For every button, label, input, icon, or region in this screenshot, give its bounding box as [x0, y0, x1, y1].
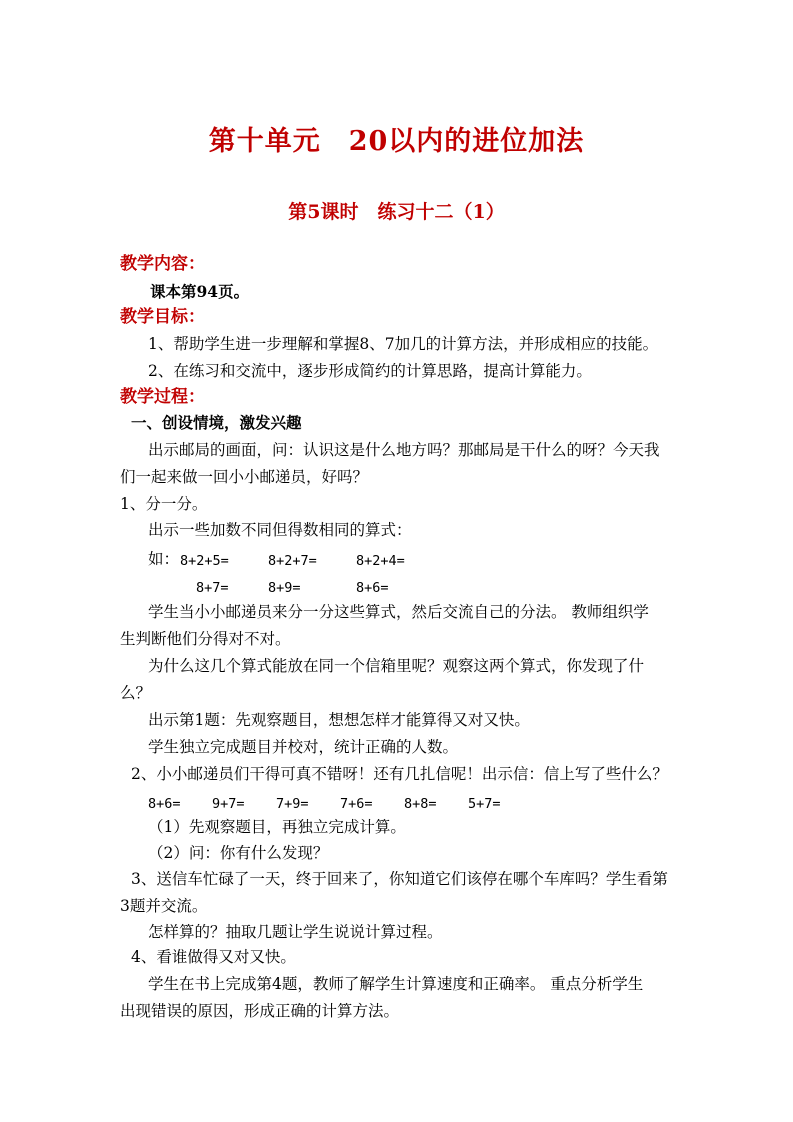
equation: 8+2+4=	[356, 553, 405, 569]
equation: 8+9=	[268, 580, 301, 596]
paragraph-line: 出示邮局的画面，问：认识这是什么地方吗？那邮局是干什么的呀？今天我	[148, 441, 660, 459]
list-item: 3、送信车忙碌了一天，终于回来了，你知道它们该停在哪个车库吗？学生看第	[131, 870, 668, 888]
equation: 8+8=	[404, 796, 437, 812]
paragraph-line: 学生在书上完成第4题，教师了解学生计算速度和正确率。 重点分析学生	[148, 975, 644, 993]
equation: 5+7=	[468, 796, 501, 812]
sub-item: （2）问：你有什么发现？	[148, 844, 329, 862]
equation: 8+2+7=	[268, 553, 317, 569]
sub-item: （1）先观察题目，再独立完成计算。	[148, 818, 406, 836]
content-text: 课本第94页。	[150, 282, 250, 301]
equation: 8+7=	[196, 580, 229, 596]
paragraph-line: 们一起来做一回小小邮递员，好吗？	[120, 468, 369, 486]
goals-heading: 教学目标：	[120, 307, 205, 327]
equation: 7+6=	[340, 796, 373, 812]
paragraph-line: 学生当小小邮递员来分一分这些算式，然后交流自己的分法。 教师组织学	[148, 603, 649, 621]
equation: 9+7=	[212, 796, 245, 812]
section1-heading: 一、创设情境，激发兴趣	[131, 413, 302, 432]
list-item: 2、小小邮递员们干得可真不错呀！还有几扎信呢！出示信：信上写了些什么？	[131, 765, 668, 783]
equation: 8+6=	[356, 580, 389, 596]
paragraph-line: 3题并交流。	[120, 897, 208, 915]
equation: 8+6=	[148, 796, 181, 812]
content-heading: 教学内容：	[120, 254, 205, 274]
paragraph-line: 出示第1题：先观察题目，想想怎样才能算得又对又快。	[148, 711, 530, 729]
process-heading: 教学过程：	[120, 387, 205, 407]
goal-item-1: 1、帮助学生进一步理解和掌握8、7加几的计算方法，并形成相应的技能。	[148, 335, 659, 353]
example-prefix: 如：	[148, 550, 180, 568]
goal-item-2: 2、在练习和交流中，逐步形成简约的计算思路，提高计算能力。	[148, 362, 592, 380]
equation: 7+9=	[276, 796, 309, 812]
paragraph-line: 出现错误的原因，形成正确的计算方法。	[120, 1002, 400, 1020]
paragraph-line: 学生独立完成题目并校对，统计正确的人数。	[148, 738, 459, 756]
paragraph-line: 为什么这几个算式能放在同一个信箱里呢？观察这两个算式，你发现了什	[148, 657, 645, 675]
paragraph-line: 么？	[120, 684, 152, 702]
paragraph-line: 生判断他们分得对不对。	[120, 630, 291, 648]
list-item: 4、看谁做得又对又快。	[131, 948, 296, 966]
paragraph-line: 怎样算的？抽取几题让学生说说计算过程。	[148, 923, 443, 941]
page-title: 第十单元 20以内的进位加法	[208, 126, 585, 157]
list-item: 1、分一分。	[120, 495, 208, 513]
equation: 8+2+5=	[180, 553, 229, 569]
paragraph-line: 出示一些加数不同但得数相同的算式：	[148, 521, 412, 539]
lesson-subtitle: 第5课时 练习十二（1）	[288, 201, 505, 223]
